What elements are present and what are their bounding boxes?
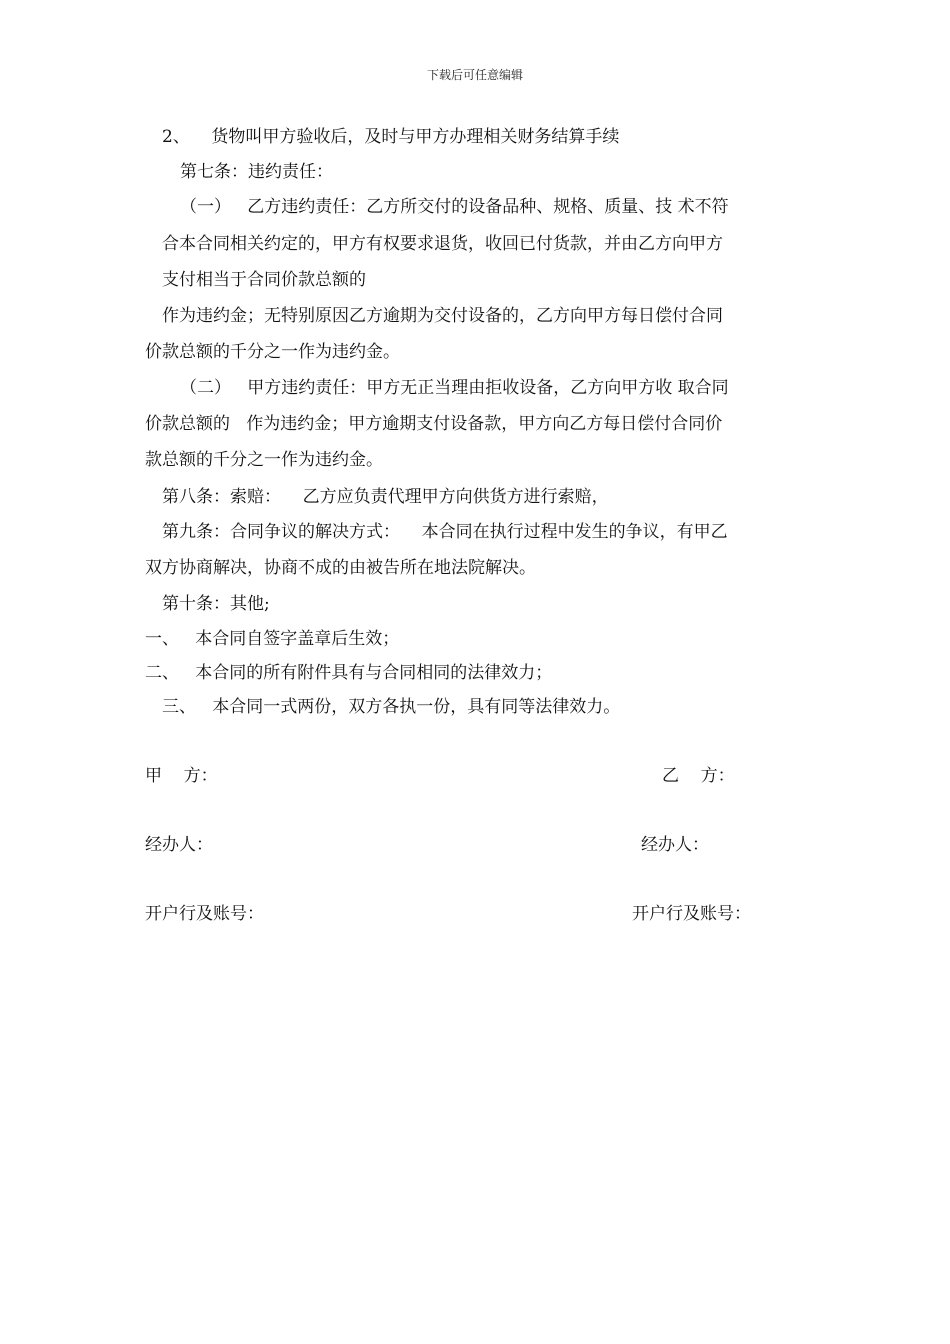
clause-line: 作为违约金；无特别原因乙方逾期为交付设备的，乙方向甲方每日偿付合同 — [162, 306, 723, 326]
clause-line: 2、 货物叫甲方验收后，及时与甲方办理相关财务结算手续 — [162, 127, 620, 147]
bank-a-label: 开户行及账号： — [145, 904, 264, 924]
clause-item: 三、 本合同一式两份，双方各执一份，具有同等法律效力。 — [162, 697, 621, 717]
clause-line: 合本合同相关约定的，甲方有权要求退货，收回已付货款，并由乙方向甲方 — [162, 234, 723, 254]
clause-line: 价款总额的千分之一作为违约金。 — [145, 342, 400, 362]
clause-line: 双方协商解决，协商不成的由被告所在地法院解决。 — [145, 558, 536, 578]
clause-item: 一、 本合同自签字盖章后生效； — [145, 629, 400, 649]
clause-line: （二） 甲方违约责任：甲方无正当理由拒收设备，乙方向甲方收 取合同 — [180, 378, 729, 398]
clause-line: （一） 乙方违约责任：乙方所交付的设备品种、规格、质量、技 术不符 — [180, 197, 729, 217]
page-header: 下载后可任意编辑 — [426, 68, 523, 82]
agent-a-label: 经办人： — [145, 835, 213, 855]
agent-b-label: 经办人： — [641, 835, 709, 855]
clause-line: 价款总额的 作为违约金；甲方逾期支付设备款，甲方向乙方每日偿付合同价 — [145, 414, 723, 434]
clause-item: 二、 本合同的所有附件具有与合同相同的法律效力； — [145, 663, 553, 683]
clause-line: 款总额的千分之一作为违约金。 — [145, 450, 383, 470]
clause-heading: 第十条：其他; — [162, 594, 270, 614]
clause-line: 支付相当于合同价款总额的 — [162, 270, 366, 290]
party-b-label: 乙 方： — [662, 766, 735, 786]
clause-heading: 第八条：索赔： 乙方应负责代理甲方向供货方进行索赔， — [162, 487, 609, 507]
party-a-label: 甲 方： — [145, 766, 218, 786]
clause-heading: 第七条：违约责任： — [180, 162, 333, 182]
bank-b-label: 开户行及账号： — [632, 904, 751, 924]
clause-heading: 第九条：合同争议的解决方式： 本合同在执行过程中发生的争议，有甲乙 — [162, 522, 728, 542]
